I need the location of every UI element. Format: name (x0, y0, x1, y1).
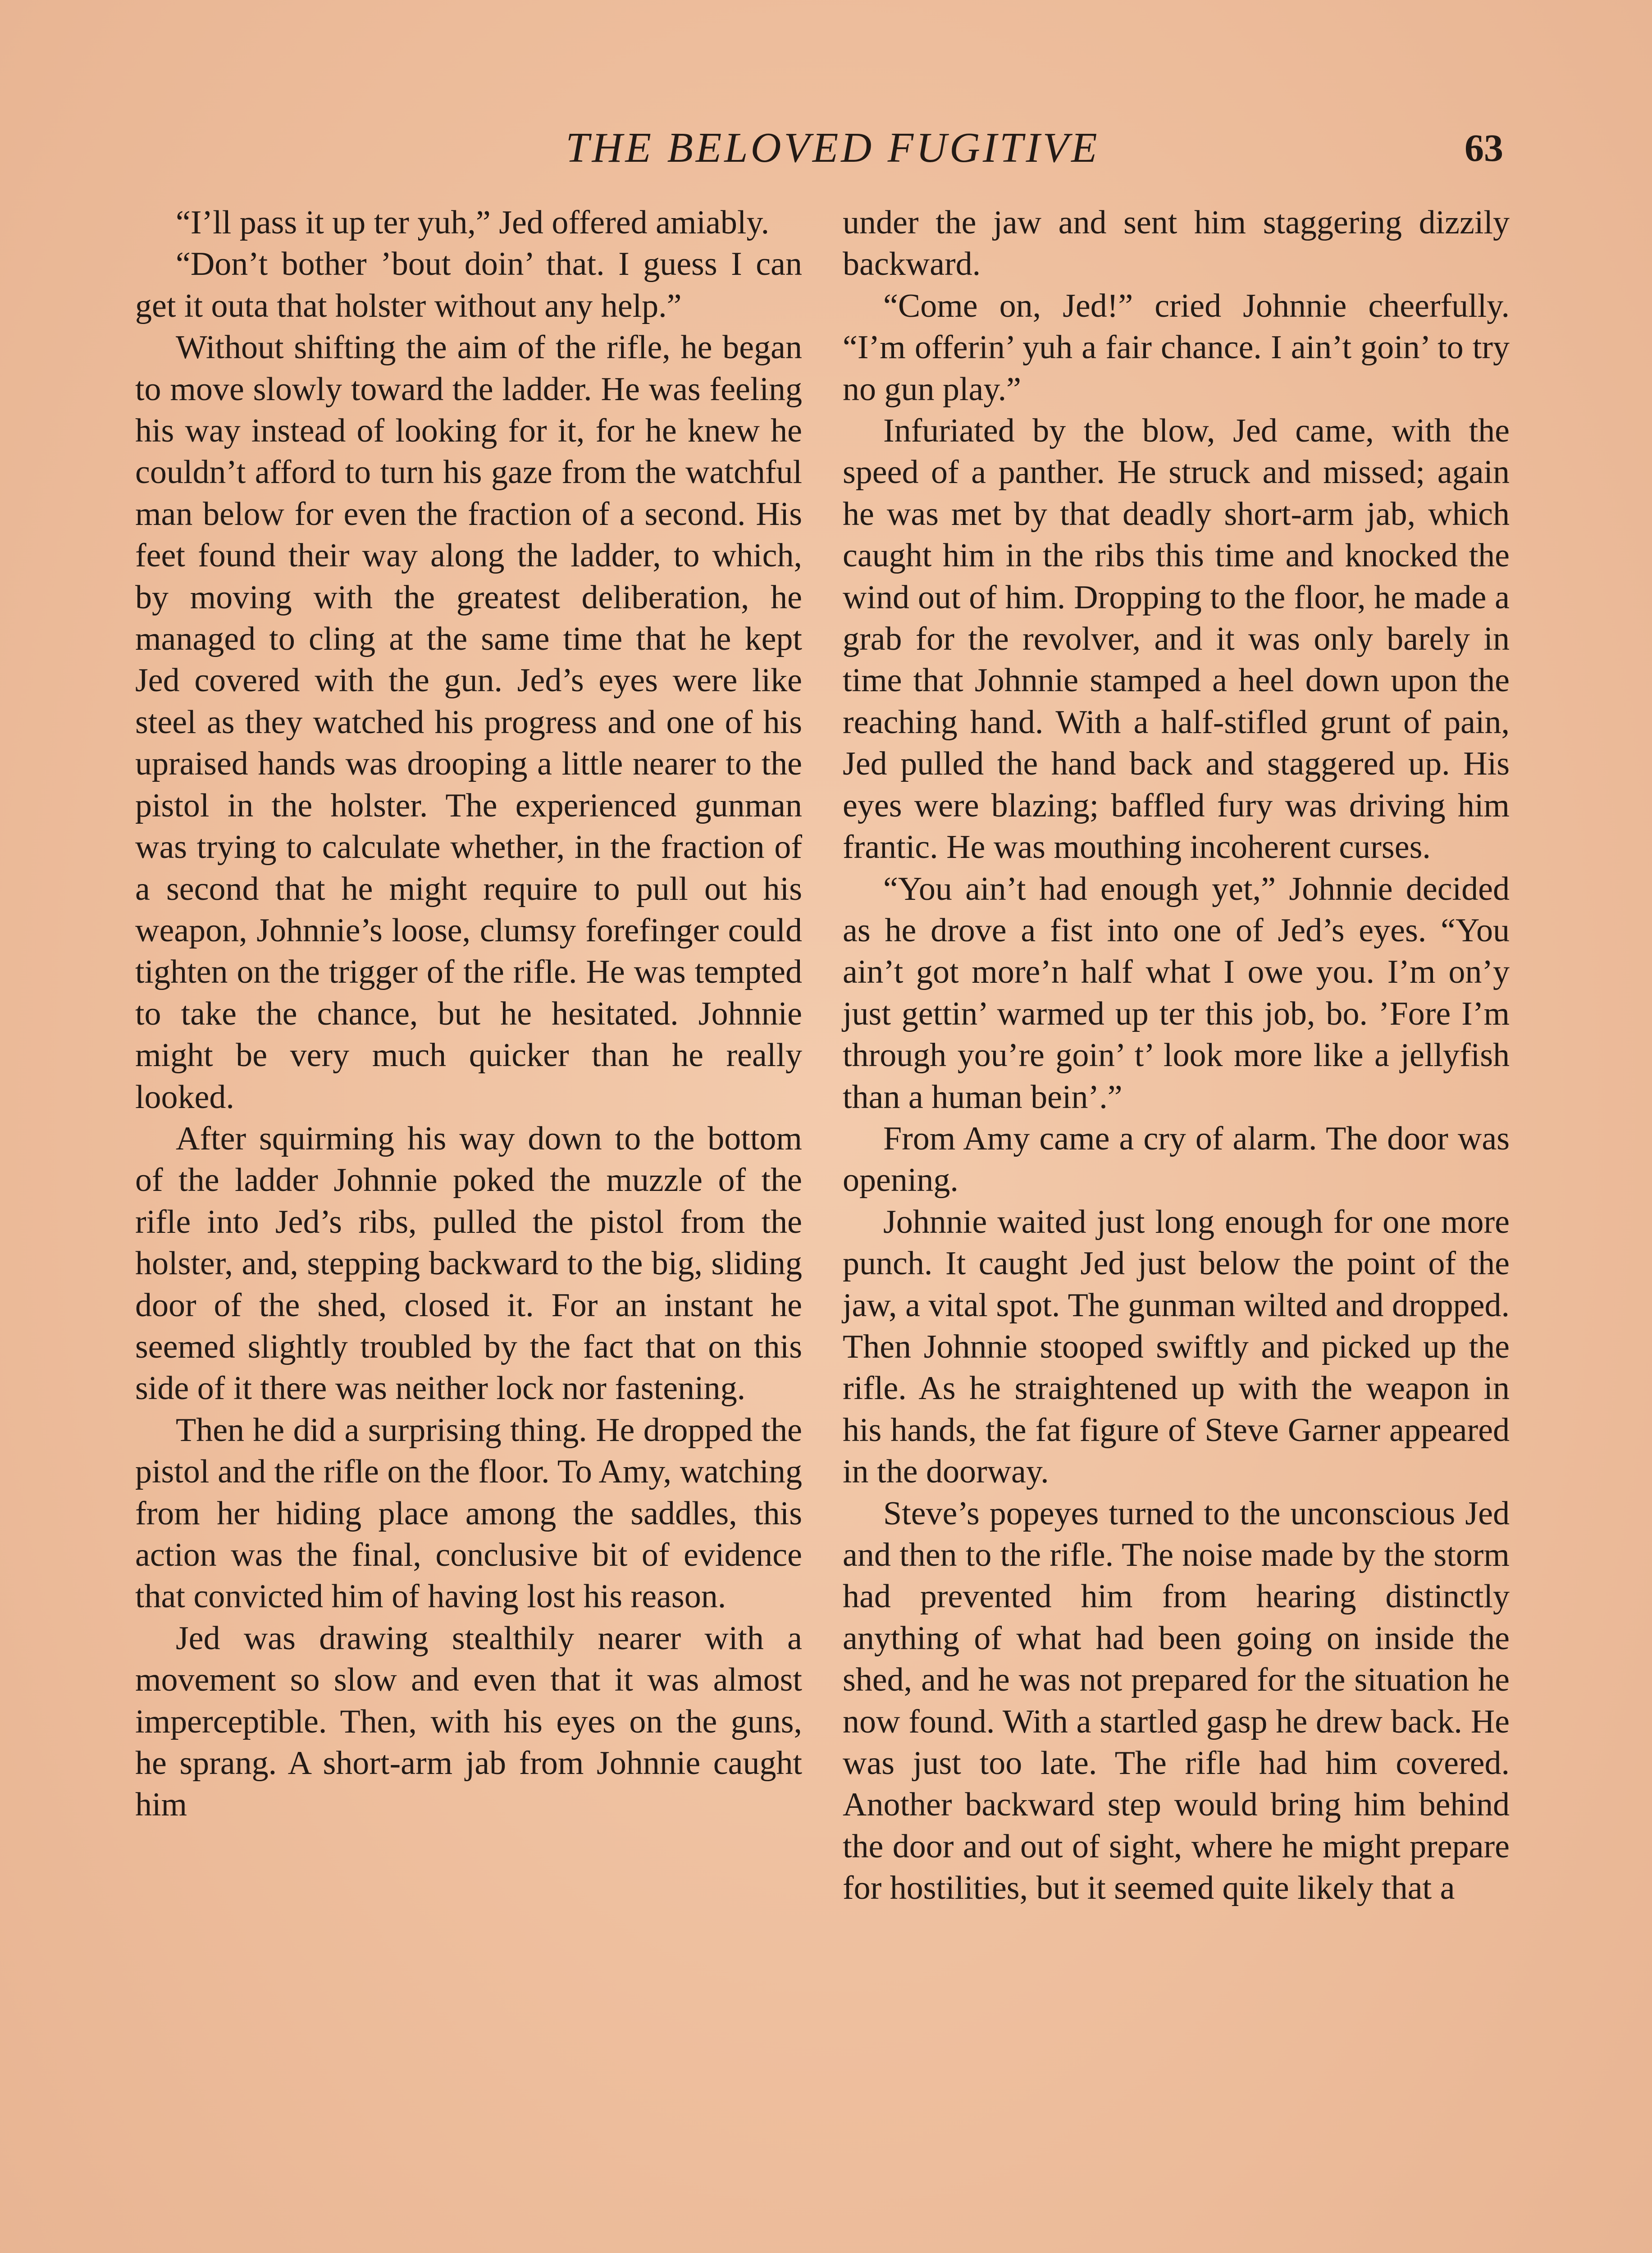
paragraph: “I’ll pass it up ter yuh,” Jed offered amiably. (176, 204, 770, 241)
paragraph: Johnnie waited just long enough for one more punch. It caught Jed just below the point of the jaw, a vital spot. The gunman wilted and dropped. Then Johnnie stooped swiftly and picked up the rifle. As he straightened up with the weapon in his hands, the fat figure of Steve Garner appeared in the doorway. (843, 1203, 1510, 1491)
paragraph: “You ain’t had enough yet,” Johnnie decided as he drove a fist into one of Jed’s eyes. “You ain’t got more’n half what I owe you. I’m on’y just gettin’ warmed up ter this job, bo. ’Fore I’m through you’re goin’ t’ look more like a jellyfish than a human bein’.” (843, 870, 1510, 1116)
paragraph: “Don’t bother ’bout doin’ that. I guess I can get it outa that holster without any help.” (135, 246, 802, 324)
paragraph: Infuriated by the blow, Jed came, with the speed of a panther. He struck and missed; again he was met by that deadly short-arm jab, which caught him in the ribs this time and knocked the wind out of him. Dropping to the floor, he made a grab for the revolver, and it was only barely in time that Johnnie stamped a heel down upon the reaching hand. With a half-stifled grunt of pain, Jed pulled the hand back and staggered up. His eyes were blazing; baffled fury was driving him frantic. He was mouthing incoherent curses. (843, 412, 1510, 866)
paragraph-continuation: under the jaw and sent him staggering dizzily backward. (843, 204, 1510, 283)
paragraph: From Amy came a cry of alarm. The door was opening. (843, 1120, 1510, 1199)
paragraph: Steve’s popeyes turned to the unconscious Jed and then to the rifle. The noise made by the storm had prevented him from hearing distinctly anything of what had been going on inside the shed, and he was not prepared for the situation he now found. With a startled gasp he drew back. He was just too late. The rifle had him covered. Another backward step would bring him behind the door and out of sight, where he might prepare for hostilities, but it seemed quite likely that a (843, 1495, 1510, 1907)
left-text-column (135, 202, 802, 1826)
running-title: THE BELOVED FUGITIVE (566, 124, 1100, 171)
paragraph: After squirming his way down to the bottom of the ladder Johnnie poked the muzzle of the rifle into Jed’s ribs, pulled the pistol from the holster, and, stepping backward to the big, sliding door of the shed, closed it. For an instant he seemed slightly troubled by the fact that on this side of it there was neither lock nor fastening. (135, 1120, 802, 1407)
paragraph: Without shifting the aim of the rifle, he began to move slowly toward the ladder. He was feeling his way instead of looking for it, for he knew he couldn’t afford to turn his gaze from the watchful man below for even the fraction of a second. His feet found their way along the ladder, to which, by moving with the greatest deliberation, he managed to cling at the same time that he kept Jed covered with the gun. Jed’s eyes were like steel as they watched his progress and one of his upraised hands was drooping a little nearer to the pistol in the holster. The experienced gunman was trying to calculate whether, in the fraction of a second that he might require to pull out his weapon, Johnnie’s loose, clumsy forefinger could tighten on the trigger of the rifle. He was tempted to take the chance, but he hesitated. Johnnie might be very much quicker than he really looked. (135, 329, 802, 1116)
paragraph: “Come on, Jed!” cried Johnnie cheerfully. “I’m offerin’ yuh a fair chance. I ain’t goin’ to try no gun play.” (843, 287, 1510, 408)
paragraph: Jed was drawing stealthily nearer with a movement so slow and even that it was almost imperceptible. Then, with his eyes on the guns, he sprang. A short-arm jab from Johnnie caught him (135, 1619, 802, 1824)
running-head (135, 121, 1503, 175)
page-number: 63 (1465, 126, 1503, 169)
paragraph: Then he did a surprising thing. He dropped the pistol and the rifle on the floor. To Amy, watching from her hiding place among the saddles, this action was the final, conclusive bit of evidence that convicted him of having lost his reason. (135, 1411, 802, 1615)
right-text-column (843, 202, 1510, 1909)
